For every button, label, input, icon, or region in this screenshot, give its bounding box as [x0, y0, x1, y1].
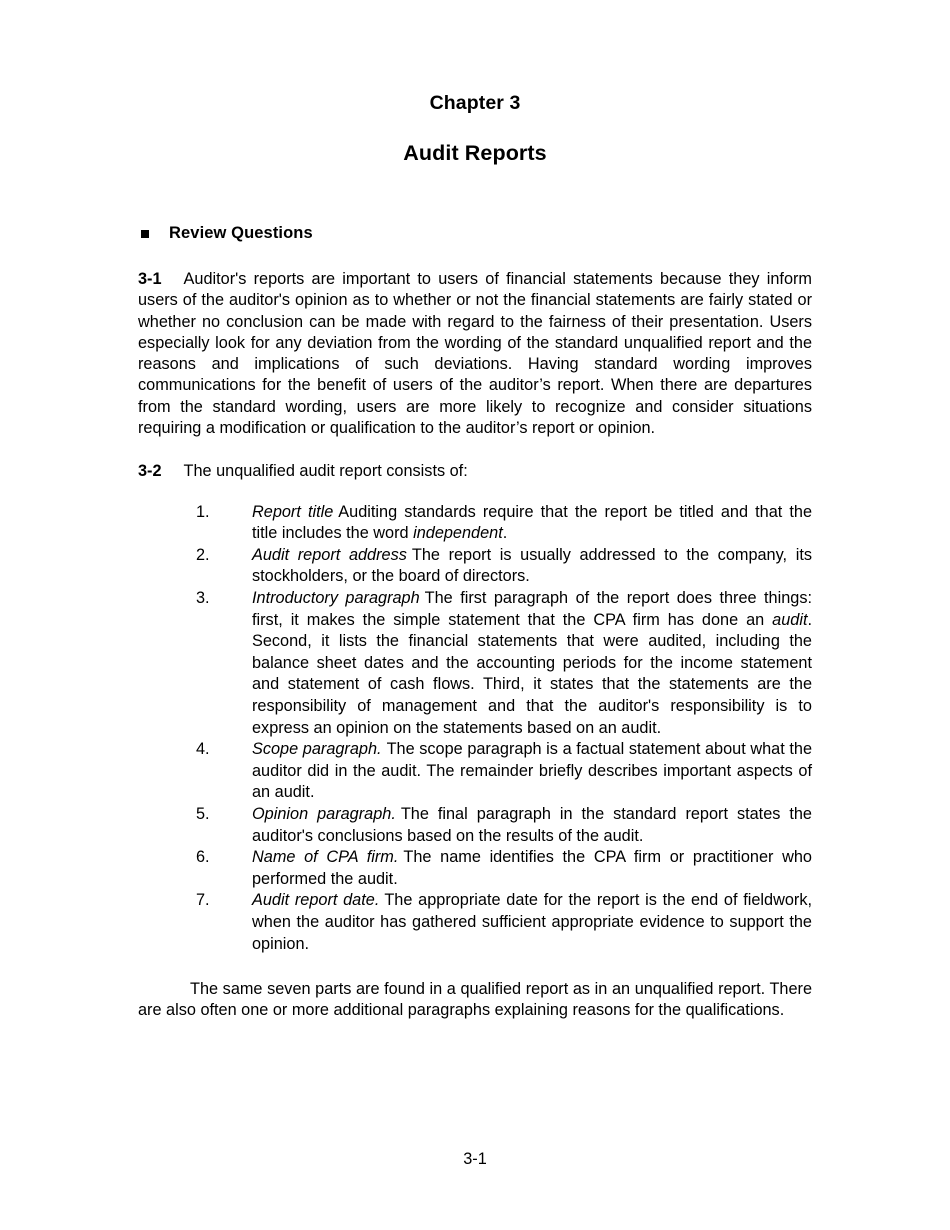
section-heading-label: Review Questions — [169, 224, 313, 242]
list-item-body: The appropriate date for the report is the end of fieldwork, when the auditor has gathered sufficient appropriate evidence to support the opinion. — [252, 891, 812, 953]
list-item — [138, 890, 812, 955]
list-item-body: The first paragraph of the report does three things: first, it makes the simple statement that the CPA firm has done an — [252, 589, 812, 629]
list-item-body: The name identifies the CPA firm or practitioner who performed the audit. — [252, 848, 812, 888]
list-item — [138, 502, 812, 545]
list-item-marker: 4. — [196, 740, 210, 759]
question-body: Auditor's reports are important to users of financial statements because they inform users of the auditor's opinion as to whether or not the financial statements are fairly stated or whether no conclusion can be made with regard to the fairness of their presentation. Users especially look for any deviation from the wording of the standard unqualified report and the reasons and implications of such deviations. Having standard wording improves communications for the benefit of users of the auditor’s report. When there are departures from the standard wording, users are more likely to recognize and consider situations requiring a modification or qualification to the auditor’s report or opinion. — [138, 270, 812, 438]
list-item-term-punct: . — [393, 848, 399, 867]
page-content — [138, 0, 812, 1038]
list-item-marker: 1. — [196, 502, 210, 521]
list-item-marker: 5. — [196, 804, 210, 823]
list-item-term: Audit report date — [252, 891, 375, 910]
list-item-term: Name of CPA firm — [252, 848, 394, 867]
list-item-body-tail: . — [502, 524, 508, 543]
list-item-term-punct: . — [391, 804, 396, 823]
question-body: The unqualified audit report consists of: — [183, 462, 468, 481]
list-item-term: Report title — [252, 502, 334, 521]
list-item-term: Introductory paragraph — [252, 589, 420, 608]
list-item-term-punct: . — [377, 740, 382, 759]
page-number: 3-1 — [463, 1150, 487, 1168]
chapter-title: Chapter 3 — [429, 92, 521, 114]
list-item — [138, 545, 812, 588]
list-item-body: Auditing standards require that the report be titled and that the title includes the word — [252, 502, 812, 543]
list-item-body-tail: . Second, it lists the financial statements that were audited, including the balance sheet dates and the accounting periods for the income statement and statement of cash flows. Third, it states that the statements are the responsibility of management and that the auditor's responsibility is to express an opinion on the statements based on an audit. — [252, 610, 812, 737]
section-heading — [141, 224, 812, 243]
list-item-emphasis: audit — [772, 610, 808, 629]
list-item-term: Audit report address — [252, 545, 407, 564]
list-item-emphasis: independent — [413, 524, 503, 543]
list-item — [138, 804, 812, 847]
list-item-term-punct: . — [374, 891, 380, 910]
question-3-2 — [138, 461, 812, 482]
list-item-body: The final paragraph in the standard report states the auditor's conclusions based on the results of the audit. — [252, 804, 812, 845]
question-number: 3-2 — [138, 462, 162, 481]
square-bullet-icon — [141, 230, 149, 238]
list-item — [138, 739, 812, 804]
list-item-marker: 2. — [196, 545, 210, 564]
closing-paragraph: The same seven parts are found in a qualified report as in an unqualified report. There are also often one or more additional paragraphs explaining reasons for the qualifications. — [138, 980, 812, 1020]
list-item-body: The scope paragraph is a factual statement about what the auditor did in the audit. The remainder briefly describes important aspects of an audit. — [252, 740, 812, 802]
list-item-term: Scope paragraph — [252, 740, 378, 759]
list-item — [138, 847, 812, 890]
list-item-body: The report is usually addressed to the company, its stockholders, or the board of directors. — [252, 545, 812, 586]
report-parts-list — [138, 502, 812, 955]
list-item-marker: 6. — [196, 848, 210, 867]
list-item-marker: 3. — [196, 589, 210, 608]
list-item-marker: 7. — [196, 891, 210, 910]
page-title: Audit Reports — [403, 141, 547, 165]
question-3-1 — [138, 269, 812, 439]
list-item — [138, 588, 812, 739]
question-number: 3-1 — [138, 270, 162, 288]
list-item-term: Opinion paragraph — [252, 804, 392, 823]
